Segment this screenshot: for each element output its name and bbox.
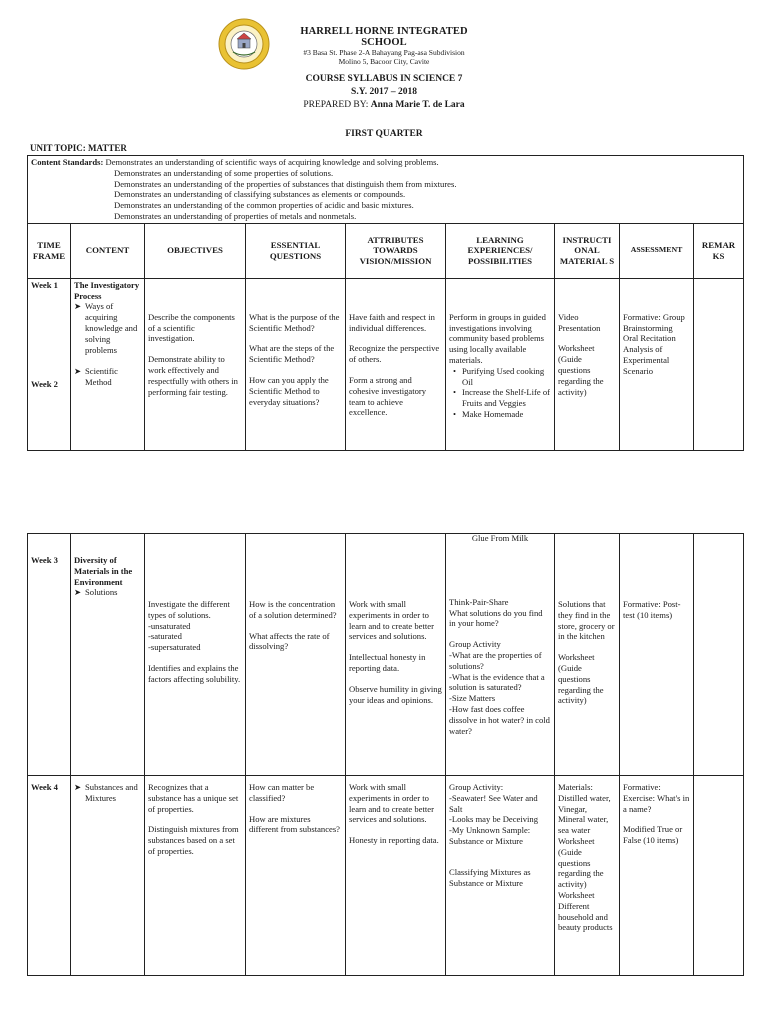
header-objectives: OBJECTIVES	[145, 223, 246, 278]
list-item: • Increase the Shelf-Life of Fruits and Veggies	[453, 387, 551, 409]
remarks-cell	[694, 278, 744, 450]
list-item: ➤ Solutions	[74, 587, 118, 598]
header-content: CONTENT	[71, 223, 145, 278]
bullet-icon: •	[453, 365, 457, 376]
prepared-by-name: Anna Marie T. de Lara	[370, 100, 465, 110]
table-row	[28, 776, 744, 976]
materials-cell	[555, 534, 620, 776]
assessment-cell	[620, 776, 694, 976]
table-row	[28, 534, 744, 776]
header-essential-questions: ESSENTIAL QUESTIONS	[246, 223, 346, 278]
time-frame-cell	[28, 776, 71, 976]
learning-text: -How fast does coffee dissolve in hot water? in cold water?	[449, 703, 550, 736]
learning-text: -Size Matters	[449, 693, 496, 704]
attribute-text: Intellectual honesty in reporting data.	[349, 652, 426, 673]
material-text: Worksheet (Guide questions regarding the activity)	[558, 835, 604, 890]
bullet-icon: •	[453, 408, 457, 419]
learning-text: What solutions do you find in your home?	[449, 607, 543, 629]
attribute-text: Work with small experiments in order to learn and to create better services and solutions.	[349, 782, 434, 825]
materials-cell	[555, 278, 620, 450]
header-assessment: ASSESSMENT	[620, 223, 694, 278]
attribute-text: Observe humility in giving your ideas and opinions.	[349, 683, 442, 705]
objective-text: Investigate the different types of solutions.	[148, 599, 230, 620]
assessment-text: Formative: Exercise: What's in a name?	[623, 782, 690, 814]
course-title: COURSE SYLLABUS IN SCIENCE 7	[305, 74, 463, 84]
material-text: Solutions that they find in the store, grocery or in the kitchen	[558, 599, 615, 642]
assessment-text: Formative: Group Brainstorming Oral Recitation Analysis of Experimental Scenario	[623, 311, 685, 376]
header-attributes: ATTRIBUTES TOWARDS VISION/MISSION	[346, 223, 446, 278]
objective-text: Distinguish mixtures from substances based on a set of properties.	[148, 824, 239, 856]
question-text: How is the concentration of a solution determined?	[249, 599, 337, 620]
objectives-cell	[145, 278, 246, 450]
school-header	[0, 14, 768, 74]
content-standards-label: Content Standards:	[31, 157, 104, 167]
essential-questions-cell	[246, 278, 346, 450]
list-item: • Make Homemade	[453, 408, 524, 419]
objectives-cell	[145, 776, 246, 976]
school-year: S.Y. 2017 – 2018	[351, 87, 417, 97]
bullet-icon: •	[453, 387, 457, 398]
content-standard-item: Demonstrates an understanding of the common properties of acidic and basic mixtures.	[114, 200, 414, 211]
question-text: What affects the rate of dissolving?	[249, 630, 330, 652]
learning-text: -My Unknown Sample: Substance or Mixture	[449, 825, 531, 846]
week-label: Week 4	[31, 782, 58, 792]
arrow-bullet-icon: ➤	[74, 366, 82, 377]
material-text: Video Presentation	[558, 311, 601, 333]
objective-text: Describe the components of a scientific investigation.	[148, 311, 235, 344]
objective-text: Identifies and explains the factors affecting solubility.	[148, 662, 241, 684]
header-time-frame: TIME FRAME	[28, 223, 71, 278]
remarks-cell	[694, 776, 744, 976]
content-standard-item: Demonstrates an understanding of some properties of solutions.	[114, 167, 334, 178]
content-standard-item: Demonstrates an understanding of properties of metals and nonmetals.	[114, 210, 357, 221]
unit-topic: UNIT TOPIC: MATTER	[30, 143, 127, 153]
question-text: How can you apply the Scientific Method to everyday situations?	[249, 374, 329, 407]
objective-text: Recognizes that a substance has a unique set of properties.	[148, 782, 239, 814]
learning-text: Group Activity	[449, 639, 501, 650]
question-text: What are the steps of the Scientific Method?	[249, 343, 335, 365]
material-text: Worksheet (Guide questions regarding the activity)	[558, 652, 604, 706]
attribute-text: Recognize the perspective of others.	[349, 343, 440, 365]
content-standard-item: Demonstrates an understanding of the properties of substances that distinguish them from mixtures.	[114, 178, 457, 189]
learning-text: -Seawater! See Water and Salt	[449, 792, 538, 814]
header-remarks: REMAR KS	[694, 223, 744, 278]
attribute-text: Honesty in reporting data.	[349, 835, 439, 846]
learning-text: Classifying Mixtures as Substance or Mixture	[449, 866, 531, 888]
content-standard-item: Demonstrates an understanding of scientific ways of acquiring knowledge and solving problems.	[105, 157, 439, 167]
essential-questions-cell	[246, 776, 346, 976]
week-label: Week 1	[31, 279, 58, 290]
material-text: Worksheet Different household and beauty products	[558, 889, 613, 933]
prepared-by-label: PREPARED BY:	[303, 100, 369, 110]
list-item: • Purifying Used cooking Oil	[453, 365, 545, 387]
school-address-line-2: Molino 5, Bacoor City, Cavite	[338, 57, 430, 66]
learning-text: -What is the evidence that a solution is saturated?	[449, 671, 545, 693]
objective-text: -saturated	[148, 631, 182, 642]
objective-text: Demonstrate ability to work effectively and respectfully with others in performing fair testing.	[148, 354, 238, 397]
question-text: How are mixtures different from substances?	[249, 813, 340, 835]
attribute-text: Work with small experiments in order to learn and to create better services and solutions.	[349, 599, 434, 642]
topic-title: The Investigatory Process	[74, 279, 140, 301]
assessment-cell	[620, 278, 694, 450]
content-standards	[28, 156, 744, 224]
content-cell	[71, 534, 145, 776]
header-instructional-materials: INSTRUCTI ONAL MATERIAL S	[555, 223, 620, 278]
attributes-cell	[346, 278, 446, 450]
learning-cell	[446, 534, 555, 776]
material-text: Materials: Distilled water, Vinegar, Mineral water, sea water	[558, 782, 611, 836]
objectives-cell	[145, 534, 246, 776]
learning-text: Perform in groups in guided investigations involving community based problems using locally available materials.	[449, 311, 546, 365]
school-address-line-1: #3 Basa St. Phase 2-A Bahayang Pag-asa Subdivision	[303, 48, 465, 57]
arrow-bullet-icon: ➤	[74, 301, 82, 312]
quarter-title: FIRST QUARTER	[345, 129, 423, 139]
list-item: ➤ Scientific Method	[74, 366, 118, 388]
question-text: How can matter be classified?	[249, 782, 315, 803]
objective-text: -unsaturated	[148, 620, 191, 631]
content-cell	[71, 278, 145, 450]
attribute-text: Have faith and respect in individual differences.	[349, 311, 435, 333]
syllabus-table-page-1	[27, 155, 744, 451]
attribute-text: Form a strong and cohesive investigatory team to achieve excellence.	[349, 374, 427, 418]
learning-text: Think-Pair-Share	[449, 596, 509, 607]
learning-cell	[446, 776, 555, 976]
assessment-text: Modified True or False (10 items)	[623, 824, 683, 846]
course-info	[0, 73, 768, 112]
topic-title: Diversity of Materials in the Environment	[74, 555, 133, 587]
materials-cell	[555, 776, 620, 976]
list-item: ➤ Ways of acquiring knowledge and solving problems	[74, 301, 138, 355]
prepared-by	[0, 99, 768, 112]
attributes-cell	[346, 534, 446, 776]
learning-text: -What are the properties of solutions?	[449, 649, 542, 671]
school-name: HARRELL HORNE INTEGRATED SCHOOL	[300, 26, 468, 48]
time-frame-cell	[28, 534, 71, 776]
arrow-bullet-icon: ➤	[74, 782, 82, 792]
table-header-row	[28, 223, 744, 278]
week-label: Week 2	[31, 378, 58, 389]
attributes-cell	[346, 776, 446, 976]
content-cell	[71, 776, 145, 976]
learning-cell	[446, 278, 555, 450]
remarks-cell	[694, 534, 744, 776]
assessment-cell	[620, 534, 694, 776]
learning-text: Group Activity:	[449, 782, 504, 792]
material-text: Worksheet (Guide questions regarding the activity)	[558, 343, 604, 397]
learning-text: -Looks may be Deceiving	[449, 814, 539, 825]
time-frame-cell	[28, 278, 71, 450]
arrow-bullet-icon: ➤	[74, 587, 82, 598]
list-item: ➤ Substances and Mixtures	[74, 782, 138, 803]
table-row	[28, 278, 744, 450]
question-text: What is the purpose of the Scientific Method?	[249, 311, 340, 333]
school-seal-icon	[218, 18, 270, 70]
header-learning-experiences: LEARNING EXPERIENCES/ POSSIBILITIES	[446, 223, 555, 278]
essential-questions-cell	[246, 534, 346, 776]
content-standard-item: Demonstrates an understanding of classifying substances as elements or compounds.	[114, 189, 406, 200]
content-standards-row	[28, 156, 744, 224]
assessment-text: Formative: Post-test (10 items)	[623, 599, 681, 620]
carryover-text: Glue From Milk	[471, 533, 529, 543]
syllabus-table-page-2	[27, 533, 744, 976]
objective-text: -supersaturated	[148, 642, 201, 653]
week-label: Week 3	[31, 555, 58, 565]
